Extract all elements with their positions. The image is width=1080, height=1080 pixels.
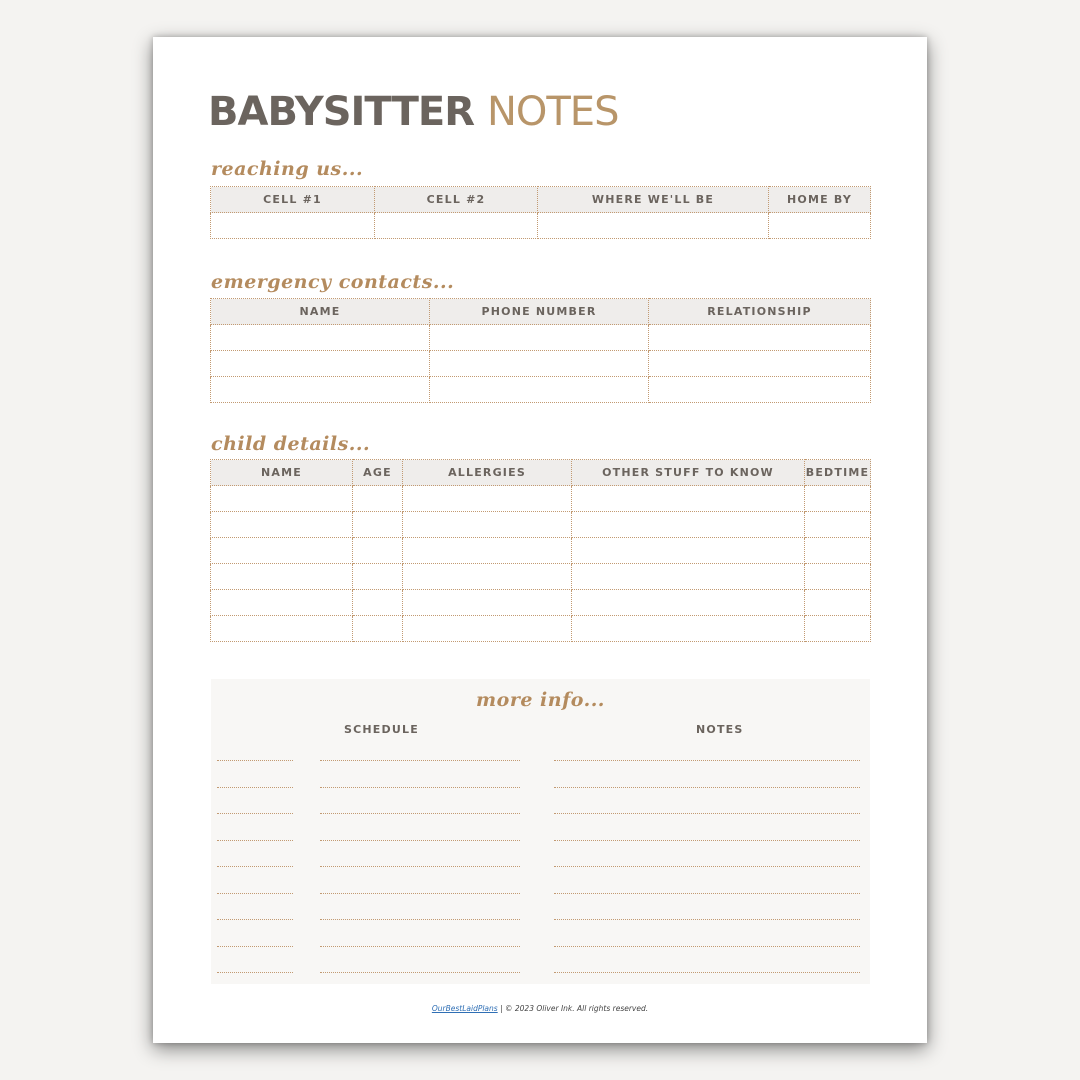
notes-line[interactable] [554,787,860,788]
input-cell[interactable] [403,564,572,590]
col-where: WHERE WE'LL BE [538,187,769,213]
child-table [210,459,871,642]
input-cell[interactable] [353,486,403,512]
table-row [211,377,871,403]
col-allergies: ALLERGIES [403,460,572,486]
input-cell[interactable] [211,486,353,512]
emergency-heading: emergency contacts... [211,271,455,293]
input-cell[interactable] [430,351,649,377]
schedule-line[interactable] [320,972,520,973]
input-cell[interactable] [403,512,572,538]
input-cell[interactable] [211,325,430,351]
more-info-heading: more info... [476,689,605,711]
input-cell[interactable] [805,538,871,564]
input-cell[interactable] [211,213,375,239]
input-cell[interactable] [353,616,403,642]
reaching-heading: reaching us... [211,158,364,180]
more-info-panel [211,679,870,984]
input-cell[interactable] [572,616,805,642]
time-line[interactable] [217,919,293,920]
input-cell[interactable] [572,486,805,512]
schedule-label: SCHEDULE [344,723,419,736]
input-cell[interactable] [211,377,430,403]
input-cell[interactable] [805,512,871,538]
child-heading: child details... [211,433,371,455]
table-header-row [211,460,871,486]
input-cell[interactable] [805,590,871,616]
col-other: OTHER STUFF TO KNOW [572,460,805,486]
table-header-row [211,187,871,213]
col-cell2: CELL #2 [375,187,538,213]
input-cell[interactable] [353,538,403,564]
col-age: AGE [353,460,403,486]
input-cell[interactable] [572,512,805,538]
input-cell[interactable] [572,590,805,616]
input-cell[interactable] [353,512,403,538]
schedule-line[interactable] [320,866,520,867]
page-title [208,89,618,135]
input-cell[interactable] [403,486,572,512]
input-cell[interactable] [211,512,353,538]
time-line[interactable] [217,813,293,814]
input-cell[interactable] [805,564,871,590]
schedule-line[interactable] [320,787,520,788]
col-name: NAME [211,299,430,325]
schedule-line[interactable] [320,760,520,761]
input-cell[interactable] [649,325,871,351]
footer-link[interactable]: OurBestLaidPlans [431,1004,498,1013]
col-phone: PHONE NUMBER [430,299,649,325]
input-cell[interactable] [211,590,353,616]
table-row [211,538,871,564]
col-relationship: RELATIONSHIP [649,299,871,325]
schedule-line[interactable] [320,919,520,920]
input-cell[interactable] [649,377,871,403]
table-row [211,564,871,590]
input-cell[interactable] [353,590,403,616]
schedule-line[interactable] [320,946,520,947]
notes-label: NOTES [696,723,744,736]
notes-line[interactable] [554,866,860,867]
input-cell[interactable] [211,616,353,642]
time-line[interactable] [217,972,293,973]
emergency-table [210,298,871,403]
time-line[interactable] [217,787,293,788]
footer-copyright: | © 2023 Oliver Ink. All rights reserved. [497,1004,649,1013]
input-cell[interactable] [572,538,805,564]
notes-line[interactable] [554,893,860,894]
notes-line[interactable] [554,946,860,947]
input-cell[interactable] [538,213,769,239]
input-cell[interactable] [353,564,403,590]
schedule-line[interactable] [320,840,520,841]
input-cell[interactable] [375,213,538,239]
input-cell[interactable] [805,616,871,642]
table-row [211,325,871,351]
col-name: NAME [211,460,353,486]
notes-line[interactable] [554,919,860,920]
col-cell1: CELL #1 [211,187,375,213]
input-cell[interactable] [430,377,649,403]
input-cell[interactable] [572,564,805,590]
reaching-table [210,186,871,239]
input-cell[interactable] [430,325,649,351]
table-row [211,512,871,538]
schedule-line[interactable] [320,813,520,814]
planner-sheet [153,37,927,1043]
input-cell[interactable] [211,538,353,564]
notes-line[interactable] [554,840,860,841]
table-row [211,351,871,377]
notes-line[interactable] [554,972,860,973]
title-bold: BABYSITTER [208,89,475,135]
input-cell[interactable] [403,590,572,616]
time-line[interactable] [217,946,293,947]
input-cell[interactable] [403,616,572,642]
input-cell[interactable] [211,351,430,377]
title-light: NOTES [486,89,619,135]
time-line[interactable] [217,760,293,761]
table-row [211,616,871,642]
table-row [211,486,871,512]
notes-line[interactable] [554,813,860,814]
col-bedtime: BEDTIME [805,460,871,486]
input-cell[interactable] [649,351,871,377]
time-line[interactable] [217,866,293,867]
table-header-row [211,299,871,325]
input-cell[interactable] [805,486,871,512]
input-cell[interactable] [211,564,353,590]
table-row [211,213,871,239]
input-cell[interactable] [769,213,871,239]
input-cell[interactable] [403,538,572,564]
schedule-line[interactable] [320,893,520,894]
col-home-by: HOME BY [769,187,871,213]
notes-line[interactable] [554,760,860,761]
time-line[interactable] [217,840,293,841]
table-row [211,590,871,616]
time-line[interactable] [217,893,293,894]
footer [153,1004,927,1013]
